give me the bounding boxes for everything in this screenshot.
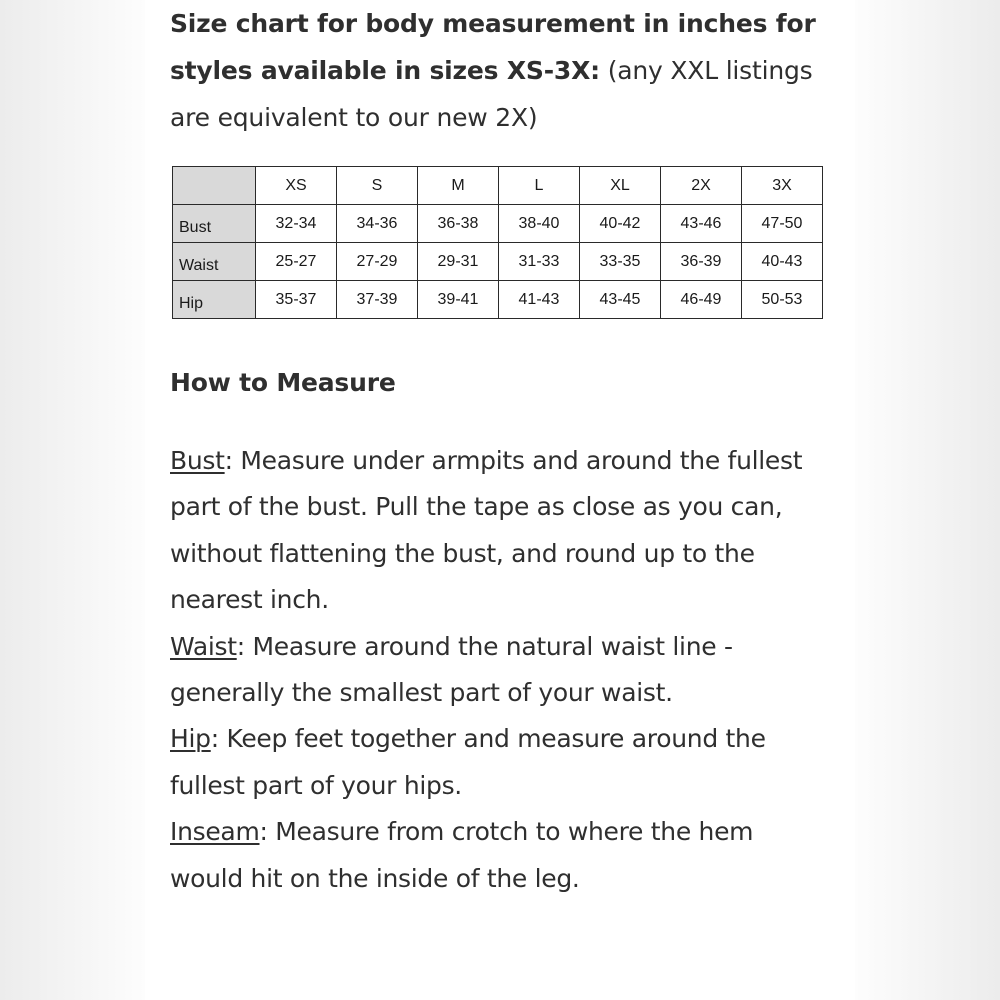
content-panel (145, 0, 855, 1000)
table-cell: 33-35 (580, 243, 661, 281)
measure-item-waist (170, 624, 830, 717)
background-left (0, 0, 145, 1000)
measure-term: Waist (170, 631, 237, 661)
table-cell: 37-39 (337, 281, 418, 319)
measure-term: Bust (170, 446, 225, 475)
measure-text: : Measure around the natural waist line - generally the smallest part of your waist. (170, 631, 733, 708)
table-cell: 38-40 (499, 205, 580, 243)
table-cell: 41-43 (499, 281, 580, 319)
size-header: L (499, 167, 580, 205)
row-label: Waist (173, 243, 256, 281)
table-cell: 46-49 (661, 281, 742, 319)
row-label: Hip (173, 281, 256, 319)
size-header: XL (580, 167, 661, 205)
table-cell: 34-36 (337, 205, 418, 243)
table-row (173, 281, 823, 319)
table-cell: 47-50 (742, 205, 823, 243)
table-cell: 50-53 (742, 281, 823, 319)
table-row (173, 243, 823, 281)
size-header: M (418, 167, 499, 205)
table-cell: 36-38 (418, 205, 499, 243)
size-header: XS (256, 167, 337, 205)
intro-heading: Size chart for body measurement in inches for styles available in sizes XS-3X: (170, 9, 816, 85)
intro-note: (any XXL listings are equivalent to our new 2X) (170, 56, 813, 132)
table-cell: 32-34 (256, 205, 337, 243)
measure-text: : Measure from crotch to where the hem would hit on the inside of the leg. (170, 817, 754, 893)
table-cell: 43-46 (661, 205, 742, 243)
measure-text: : Keep feet together and measure around the fullest part of your hips. (170, 724, 766, 800)
measure-term: Hip (170, 724, 211, 754)
measure-item-bust (170, 438, 830, 624)
size-chart-intro (170, 0, 830, 141)
table-cell: 31-33 (499, 243, 580, 281)
table-cell: 27-29 (337, 243, 418, 281)
table-cell: 29-31 (418, 243, 499, 281)
measure-item-hip (170, 716, 830, 809)
measure-text: : Measure under armpits and around the fullest part of the bust. Pull the tape as close as you can, without flattening the bust, and round up to the nearest inch. (170, 446, 803, 615)
size-header: 3X (742, 167, 823, 205)
table-cell: 25-27 (256, 243, 337, 281)
measure-item-inseam (170, 809, 830, 902)
table-cell: 35-37 (256, 281, 337, 319)
size-chart-table (172, 166, 823, 319)
table-cell: 36-39 (661, 243, 742, 281)
how-to-measure-title: How to Measure (170, 368, 396, 397)
table-cell: 40-42 (580, 205, 661, 243)
measure-instructions (170, 438, 830, 902)
measure-term: Inseam (170, 817, 260, 847)
size-header: S (337, 167, 418, 205)
table-header-row (173, 167, 823, 205)
table-corner-cell (173, 167, 256, 205)
row-label: Bust (173, 205, 256, 243)
table-cell: 40-43 (742, 243, 823, 281)
table-row (173, 205, 823, 243)
size-header: 2X (661, 167, 742, 205)
table-cell: 43-45 (580, 281, 661, 319)
background-right (855, 0, 1000, 1000)
table-cell: 39-41 (418, 281, 499, 319)
